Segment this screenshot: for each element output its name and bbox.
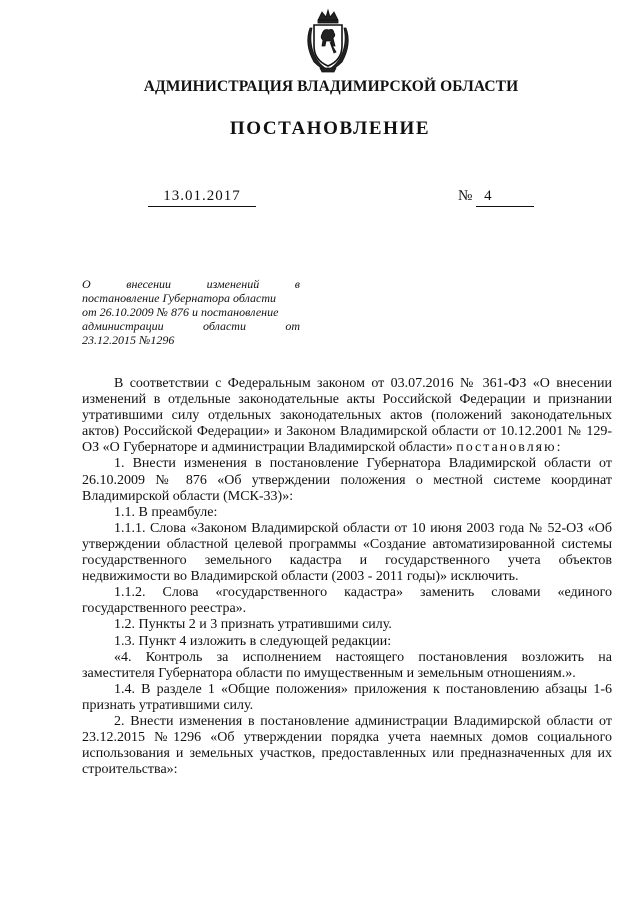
subject-line: администрации области от <box>82 319 300 333</box>
decree-word: постановляю: <box>456 440 563 456</box>
document-type-title: ПОСТАНОВЛЕНИЕ <box>229 118 431 139</box>
paragraph-1-3-quote: «4. Контроль за исполнением настоящего постановления возложить на заместителя Губернатора области по имущественным и земельным отношениям.». <box>82 649 612 681</box>
paragraph-1-1-1: 1.1.1. Слова «Законом Владимирской области от 10 июня 2003 года № 52-ОЗ «Об утверждении областной целевой программы «Создание автоматизированной системы государственного земельного кадастра и государственного учета объектов недвижимости во Владимирской области (2003 - 2011 годы)» исключить. <box>82 520 612 585</box>
paragraph-1-2: 1.2. Пункты 2 и 3 признать утратившими силу. <box>114 617 392 633</box>
document-number: 4 <box>476 186 534 207</box>
document-body <box>82 376 612 778</box>
paragraph-1-3: 1.3. Пункт 4 изложить в следующей редакции: <box>114 633 392 649</box>
paragraph-2: 2. Внести изменения в постановление администрации Владимирской области от 23.12.2015 №1296 «Об утверждении порядка учета наемных домов социального использования и земельных участков, предоставленных или предназначенных для их строительства»: <box>82 713 612 778</box>
paragraph-1-1-2: 1.1.2. Слова «государственного кадастра» заменить словами «единого государственного реестра». <box>82 585 612 617</box>
preamble-text: В соответствии с Федеральным законом от 03.07.2016 № 361-ФЗ «О внесении изменений в отдельные законодательные акты Российской Федерации и признании утратившими силу отдельных законодательных актов (положений законодательных актов) Российской Федерации» и Законом Владимирской области от 10.12.2001 № 129-ОЗ «О Губернаторе и администрации Владимирской области» <box>82 376 612 456</box>
subject-line: 23.12.2015 №1296 <box>82 333 175 347</box>
subject-line: О внесении изменений в <box>82 277 300 291</box>
coat-of-arms-icon <box>300 8 356 74</box>
subject-line: от 26.10.2009 № 876 и постановление <box>82 305 279 319</box>
paragraph-1-4: 1.4. В разделе 1 «Общие положения» приложения к постановлению абзацы 1-6 признать утратившими силу. <box>82 681 612 713</box>
subject-line: постановление Губернатора области <box>82 291 277 305</box>
document-subject <box>82 277 300 347</box>
document-number-block <box>458 186 534 207</box>
document-date: 13.01.2017 <box>148 186 256 207</box>
paragraph-1: 1. Внести изменения в постановление Губернатора Владимирской области от 26.10.2009 № 876 «Об утверждении положения о местной системе координат Владимирской области (МСК-33)»: <box>82 456 612 504</box>
number-label: № <box>458 188 473 204</box>
organization-title: АДМИНИСТРАЦИЯ ВЛАДИМИРСКОЙ ОБЛАСТИ <box>143 78 519 95</box>
paragraph-1-1: 1.1. В преамбуле: <box>114 504 218 520</box>
preamble-paragraph <box>82 376 612 456</box>
